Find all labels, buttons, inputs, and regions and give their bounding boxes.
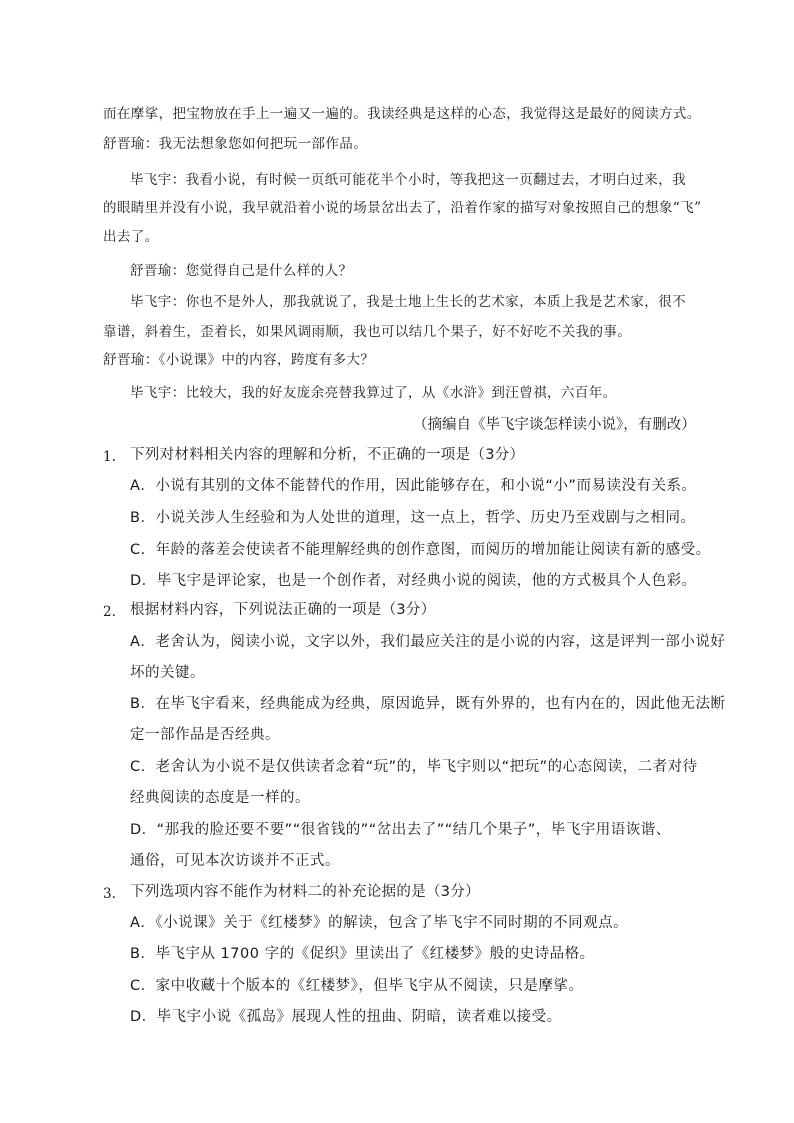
interview-text-line: 毕飞宇：我看小说，有时候一页纸可能花半个小时，等我把这一页翻过去，才明白过来，我: [130, 172, 686, 188]
question-number: 1.: [103, 449, 116, 465]
option-a: A．小说有其别的文体不能替代的作用，因此能够存在，和小说“小”而易读没有关系。: [130, 478, 697, 494]
interview-text-line: 出去了。: [103, 229, 159, 245]
option-b: B．小说关涉人生经验和为人处世的道理，这一点上，哲学、历史乃至戏剧与之相同。: [130, 510, 696, 526]
option-d: D．毕飞宇是评论家，也是一个创作者，对经典小说的阅读，他的方式极具个人色彩。: [130, 573, 697, 589]
option-a-continued: 坏的关键。: [130, 665, 205, 681]
option-d-continued: 通俗，可见本次访谈并不正式。: [130, 853, 340, 869]
option-d: D．“那我的脸还要不要”“很省钱的”“岔出去了”“结几个果子”，毕飞宇用语诙谐、: [130, 822, 671, 838]
question-number: 3.: [103, 886, 116, 902]
option-d: D．毕飞宇小说《孤岛》展现人性的扭曲、阴暗，读者难以接受。: [130, 1009, 562, 1025]
interview-text-line: 舒晋瑜：《小说课》中的内容，跨度有多大？: [103, 352, 375, 368]
interview-text-line: 舒晋瑜：我无法想象您如何把玩一部作品。: [103, 136, 368, 152]
option-b-continued: 定一部作品是否经典。: [130, 727, 280, 743]
interview-text-line: 毕飞宇：比较大，我的好友庞余亮替我算过了，从《水浒》到汪曾祺，六百年。: [130, 385, 617, 401]
question-stem: 下列选项内容不能作为材料二的补充论据的是（3分）: [130, 884, 480, 900]
interview-text-line: 的眼睛里并没有小说，我早就沿着小说的场景岔出去了，沿着作家的描写对象按照自己的想象“飞”: [103, 200, 702, 216]
option-a: A．老舍认为，阅读小说，文字以外，我们最应关注的是小说的内容，这是评判一部小说好: [130, 634, 726, 650]
interview-text-line: 而在摩挲，把宝物放在手上一遍又一遍的。我读经典是这样的心态，我觉得这是最好的阅读方式。: [103, 106, 701, 122]
option-b: B．在毕飞宇看来，经典能成为经典，原因诡异，既有外界的，也有内在的，因此他无法断: [130, 696, 726, 712]
interview-text-line: 靠谱，斜着生，歪着长，如果风调雨顺，我也可以结几个果子，好不好吃不关我的事。: [103, 324, 632, 340]
option-a: A．《小说课》关于《红楼梦》的解读，包含了毕飞宇不同时期的不同观点。: [130, 915, 629, 931]
question-number: 2.: [103, 604, 116, 620]
interview-text-line: 舒晋瑜：您觉得自己是什么样的人？: [130, 263, 353, 279]
question-stem: 下列对材料相关内容的理解和分析，不正确的一项是（3分）: [130, 447, 525, 463]
option-b: B．毕飞宇从 1700 字的《促织》里读出了《红楼梦》般的史诗品格。: [130, 946, 595, 962]
source-citation: （摘编自《毕飞宇谈怎样读小说》，有删改）: [413, 417, 696, 433]
option-c: C．老舍认为小说不是仅供读者念着“玩”的，毕飞宇则以“把玩”的心态阅读，二者对待: [130, 759, 698, 775]
option-c-continued: 经典阅读的态度是一样的。: [130, 790, 310, 806]
option-c: C．年龄的落差会使读者不能理解经典的创作意图，而阅历的增加能让阅读有新的感受。: [130, 542, 711, 558]
interview-text-line: 毕飞宇：你也不是外人，那我就说了，我是土地上生长的艺术家，本质上我是艺术家，很不: [130, 294, 686, 310]
question-stem: 根据材料内容，下列说法正确的一项是（3分）: [130, 602, 436, 618]
option-c: C．家中收藏十个版本的《红楼梦》，但毕飞宇从不阅读，只是摩挲。: [130, 978, 584, 994]
